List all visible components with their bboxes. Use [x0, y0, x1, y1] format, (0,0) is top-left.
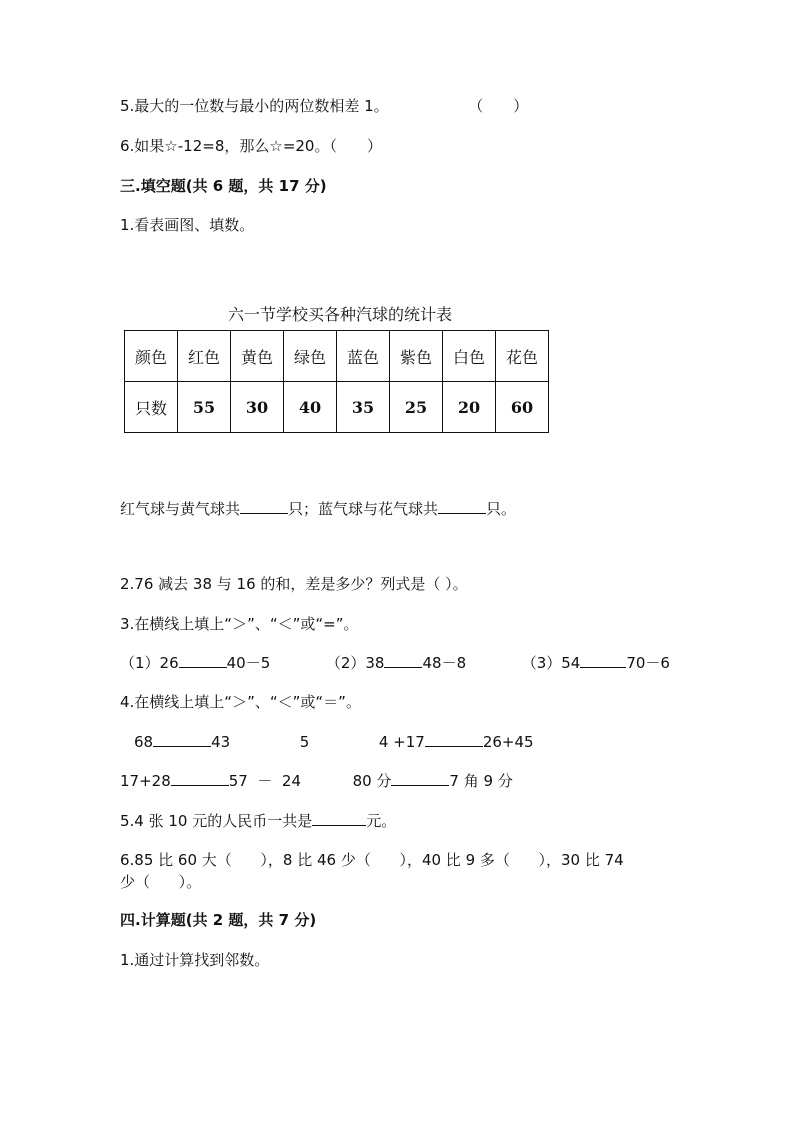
- fill-text: 5.4 张 10 元的人民币一共是: [120, 812, 313, 830]
- compare-right: 48－8: [422, 654, 467, 672]
- table-count-cell: 40: [284, 382, 337, 433]
- answer-blank[interactable]: [391, 771, 449, 786]
- compare-right: 57 － 24: [228, 772, 301, 790]
- table-color-cell: 绿色: [284, 331, 337, 382]
- answer-blank[interactable]: [438, 499, 486, 514]
- answer-blank[interactable]: [240, 499, 288, 514]
- s3-q1: 1.看表画图、填数。: [120, 216, 255, 234]
- answer-blank[interactable]: [179, 653, 227, 668]
- table-color-cell: 紫色: [390, 331, 443, 382]
- compare-right: 43: [211, 733, 231, 751]
- answer-blank[interactable]: [384, 653, 422, 668]
- s3-q6-line1: 6.85 比 60 大（ ），8 比 46 少（ ），40 比 9 多（ ），30 比 74: [120, 851, 624, 869]
- compare-left: 17+28: [120, 772, 171, 790]
- compare-right: 26+45: [482, 733, 534, 751]
- answer-blank[interactable]: [312, 811, 366, 826]
- balloon-stat-table: [124, 330, 549, 433]
- section4-heading: 四.计算题(共 2 题，共 7 分): [120, 911, 317, 929]
- fill-text-b: 只；蓝气球与花气球共: [288, 500, 439, 518]
- table-row-counts: [125, 382, 549, 433]
- answer-blank[interactable]: [580, 653, 626, 668]
- s3-q3: 3.在横线上填上“＞”、“＜”或“=”。: [120, 615, 359, 633]
- fill-text-a: 红气球与黄气球共: [120, 500, 241, 518]
- table-color-cell: 黄色: [231, 331, 284, 382]
- judge-q5-text: 5.最大的一位数与最小的两位数相差 1。: [120, 97, 389, 115]
- table-count-cell: 35: [337, 382, 390, 433]
- answer-blank[interactable]: [153, 732, 211, 747]
- table-count-cell: 30: [231, 382, 284, 433]
- table-color-cell: 红色: [178, 331, 231, 382]
- table-color-cell: 蓝色: [337, 331, 390, 382]
- table-color-cell: 花色: [496, 331, 549, 382]
- fill-text-c: 只。: [486, 500, 517, 518]
- judge-q6: 6.如果☆-12=8，那么☆=20。（ ）: [120, 137, 382, 155]
- section3-heading: 三.填空题(共 6 题，共 17 分): [120, 177, 327, 195]
- compare-left: （1）26: [120, 654, 179, 672]
- table-count-cell: 25: [390, 382, 443, 433]
- table-row-label: 只数: [125, 382, 178, 433]
- table-title: 六一节学校买各种汽球的统计表: [227, 305, 452, 324]
- s3-q4-row2: [120, 771, 513, 791]
- compare-right: 70－6: [626, 654, 670, 672]
- compare-right: 40－5: [226, 654, 271, 672]
- table-count-cell: 20: [443, 382, 496, 433]
- table-count-cell: 60: [496, 382, 549, 433]
- table-header-label: 颜色: [125, 331, 178, 382]
- table-color-cell: 白色: [443, 331, 496, 382]
- s4-q1: 1.通过计算找到邻数。: [120, 951, 270, 969]
- judge-q5-answer-paren[interactable]: （ ）: [468, 97, 529, 115]
- compare-left: 4 +17: [378, 733, 425, 751]
- judge-q5: [120, 96, 528, 116]
- s3-q4-row1: [134, 732, 534, 752]
- compare-left: 5: [299, 733, 310, 751]
- answer-blank[interactable]: [171, 771, 229, 786]
- table-count-cell: 55: [178, 382, 231, 433]
- answer-blank[interactable]: [425, 732, 483, 747]
- fill-text: 元。: [366, 812, 397, 830]
- s3-q2: 2.76 减去 38 与 16 的和，差是多少？列式是（ ）。: [120, 575, 468, 593]
- compare-left: 80 分: [352, 772, 392, 790]
- s3-q5: [120, 811, 396, 831]
- table-row-colors: [125, 331, 549, 382]
- s3-q1-fill-line: [120, 499, 516, 519]
- compare-left: （2）38: [325, 654, 385, 672]
- compare-right: 7 角 9 分: [449, 772, 513, 790]
- compare-left: （3）54: [521, 654, 581, 672]
- s3-q4: 4.在横线上填上“＞”、“＜”或“＝”。: [120, 693, 361, 711]
- compare-left: 68: [134, 733, 154, 751]
- s3-q6-line2: 少（ ）。: [120, 873, 202, 891]
- s3-q3-items: [120, 653, 670, 673]
